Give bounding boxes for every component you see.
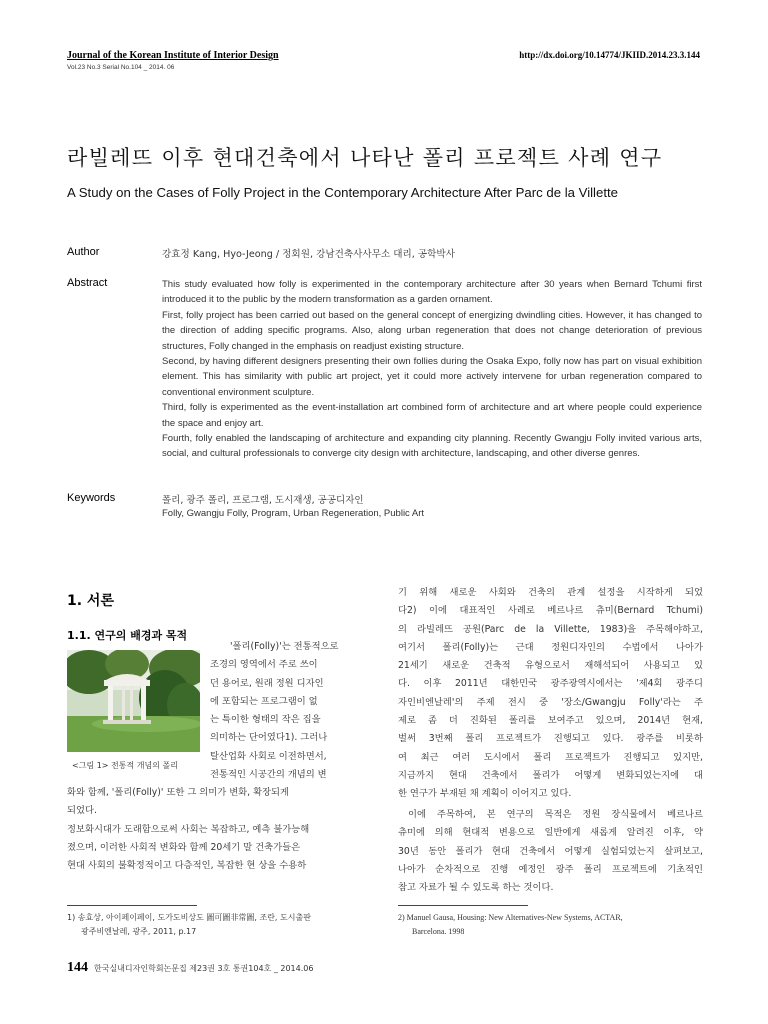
text-line: 30년 동안 폴리가 현대 건축에서 어떻게 실험되었는지 살펴보고, [398, 845, 703, 857]
text-line: 정보화시대가 도래함으로써 사회는 복잡하고, 예측 불가능해 [67, 823, 310, 835]
text-line: 이에 주목하여, 본 연구의 목적은 정원 장식물에서 베르나르 [408, 809, 703, 820]
footnote-line: 1) 송효상, 아이페이페이, 도가도비상도 圖可圖非常圖, 조란, 도시출판 [67, 913, 311, 922]
author-info: 강효정 Kang, Hyo-Jeong / 정회원, 강남건축사사무소 대리, 공학박사 [162, 249, 455, 260]
title-english: A Study on the Cases of Folly Project in the Contemporary Architecture After Parc de la Villette [67, 185, 618, 200]
footnote-2 [398, 911, 703, 939]
text-line: 벌써 3번째 폴리 프로젝트가 진행되고 있다. 광주를 비롯하 [398, 733, 703, 745]
doi-link[interactable]: http://dx.doi.org/10.14774/JKIID.2014.23.3.144 [519, 50, 700, 60]
text-line: 제로 좀 더 진화된 폴리를 보여주고 있으며, 2014년 현재, [398, 715, 703, 727]
text-line: 츄미에 의해 현대적 변용으로 일반에게 새롭게 알려진 이후, 약 [398, 827, 703, 839]
abstract-paragraph: This study evaluated how folly is experimented in the contemporary architecture after 30 years when Bernard Tchumi first introduced it to the public by the modern transformation as a garden ornament. [162, 279, 702, 306]
text-line: 지금까지 현대 건축에서 폴리가 어떻게 변화되었는지에 대 [398, 769, 703, 781]
text-line: 조경의 영역에서 주로 쓰이 [210, 659, 318, 671]
text-line: 에 포함되는 프로그램이 없 [210, 695, 318, 707]
subsection-title: 1.1. 연구의 배경과 목적 [67, 629, 188, 642]
title-korean: 라빌레뜨 이후 현대건축에서 나타난 폴리 프로젝트 사례 연구 [67, 146, 663, 170]
text-line: 탈산업화 사회로 이전하면서, [210, 750, 327, 762]
abstract-paragraph: Fourth, folly enabled the landscaping of architecture and expanding city planning. Recently Gwangju Folly invited various arts, social, and cultural professionals to converge city design with architecture, landscaping, and other diverse genres. [162, 433, 702, 460]
footnote-line: Barcelona. 1998 [412, 927, 465, 936]
abstract-paragraph: Second, by having different designers presenting their own follies during the Osaka Expo, folly now has part on visual exhibition element. This has similarity with public art project, yet it could more actively intervene for urban regeneration compared to conventional environment sculpture. [162, 356, 702, 398]
footnote-line: 2) Manuel Gausa, Housing: New Alternatives-New Systems, ACTAR, [398, 913, 623, 922]
abstract-paragraph: First, folly project has been carried out based on the general concept of energizing dwindling cities. However, it has changed to the direction of adding specific programs. Also, along urban regeneration that does not change deterioration of previous structures, Folly changed in the emphasis on readjust existing structure. [162, 309, 702, 352]
text-line: 자인비엔날레'의 주제 전시 중 '장소/Gwangju Folly'라는 주 [398, 696, 703, 708]
text-line: 졌으며, 이러한 사회적 변화와 함께 20세기 말 건축가들은 [67, 841, 301, 853]
text-line: 참고 자료가 될 수 있도록 하는 것이다. [398, 882, 554, 894]
abstract-label: Abstract [67, 277, 108, 289]
section-title: 1. 서론 [67, 593, 114, 609]
text-line: 기 위해 새로운 사회와 건축의 관계 설정을 시작하게 되었 [398, 587, 703, 598]
text-line: 던 용어로, 원래 정원 디자인 [210, 677, 324, 689]
keywords-english: Folly, Gwangju Folly, Program, Urban Regeneration, Public Art [162, 508, 425, 519]
text-line: 나아가 순차적으로 진행 예정인 광주 폴리 프로젝트에 기초적인 [398, 863, 703, 875]
figure-caption: <그림 1> 전통적 개념의 폴리 [72, 761, 178, 770]
text-line: 는 특이한 형태의 작은 집을 [210, 714, 321, 726]
text-line: 여 최근 여러 도시에서 폴리 프로젝트가 진행되고 있지만, [398, 751, 703, 763]
folly-photo [67, 650, 200, 752]
abstract-paragraph: Third, folly is experimented as the event-installation art combined form of architecture and art where people could experience the space and enjoy art. [162, 402, 702, 429]
journal-name: Journal of the Korean Institute of Interior Design [67, 50, 279, 61]
footnote-rule-right [398, 905, 528, 906]
footer-journal-info: 한국실내디자인학회논문집 제23권 3호 통권104호 _ 2014.06 [94, 964, 314, 973]
keywords-label: Keywords [67, 492, 116, 504]
text-line: 의 라빌레뜨 공원(Parc de la Villette, 1983)을 주목해야하고, [398, 623, 703, 635]
footnote-rule-left [67, 905, 197, 906]
author-label: Author [67, 246, 100, 258]
keywords-korean: 폴리, 광주 폴리, 프로그램, 도시재생, 공공디자인 [162, 495, 364, 506]
body-left-full [67, 784, 372, 875]
volume-info: Vol.23 No.3 Serial No.104 _ 2014. 06 [67, 64, 175, 71]
text-line: 다2) 이에 대표적인 사례로 베르나르 츄미(Bernard Tchumi) [398, 605, 703, 617]
footnote-line: 광주비엔날레, 광주, 2011, p.17 [81, 927, 197, 936]
footnote-1 [67, 911, 372, 939]
text-line: 되었다. [67, 805, 97, 817]
text-line: 한 연구가 부재된 채 계획이 이어지고 있다. [398, 788, 572, 800]
text-line: '폴리(Folly)'는 전통적으로 [230, 641, 339, 652]
body-right-1 [398, 584, 703, 804]
text-line: 여기서 폴리(Folly)는 근대 정원디자인의 수법에서 나아가 [398, 641, 703, 653]
text-line: 화와 함께, '폴리(Folly)' 또한 그 의미가 변화, 확장되게 [67, 787, 289, 798]
text-line: 의미하는 단어였다1). 그러나 [210, 732, 328, 744]
text-line: 현대 사회의 불확정적이고 다층적인, 복잡한 현 상을 수용하 [67, 860, 307, 872]
text-line: 다. 이후 2011년 대한민국 광주광역시에서는 '제4회 광주디 [398, 678, 703, 690]
text-line: 전통적인 시공간의 개념의 변 [210, 769, 327, 781]
body-left-wrap [210, 638, 372, 784]
abstract-body [162, 277, 702, 462]
text-line: 21세기 새로운 건축적 유형으로서 재해석되어 사용되고 있 [398, 660, 703, 672]
page-footer [67, 960, 313, 976]
page-number: 144 [67, 960, 88, 975]
body-right-2 [398, 806, 703, 897]
